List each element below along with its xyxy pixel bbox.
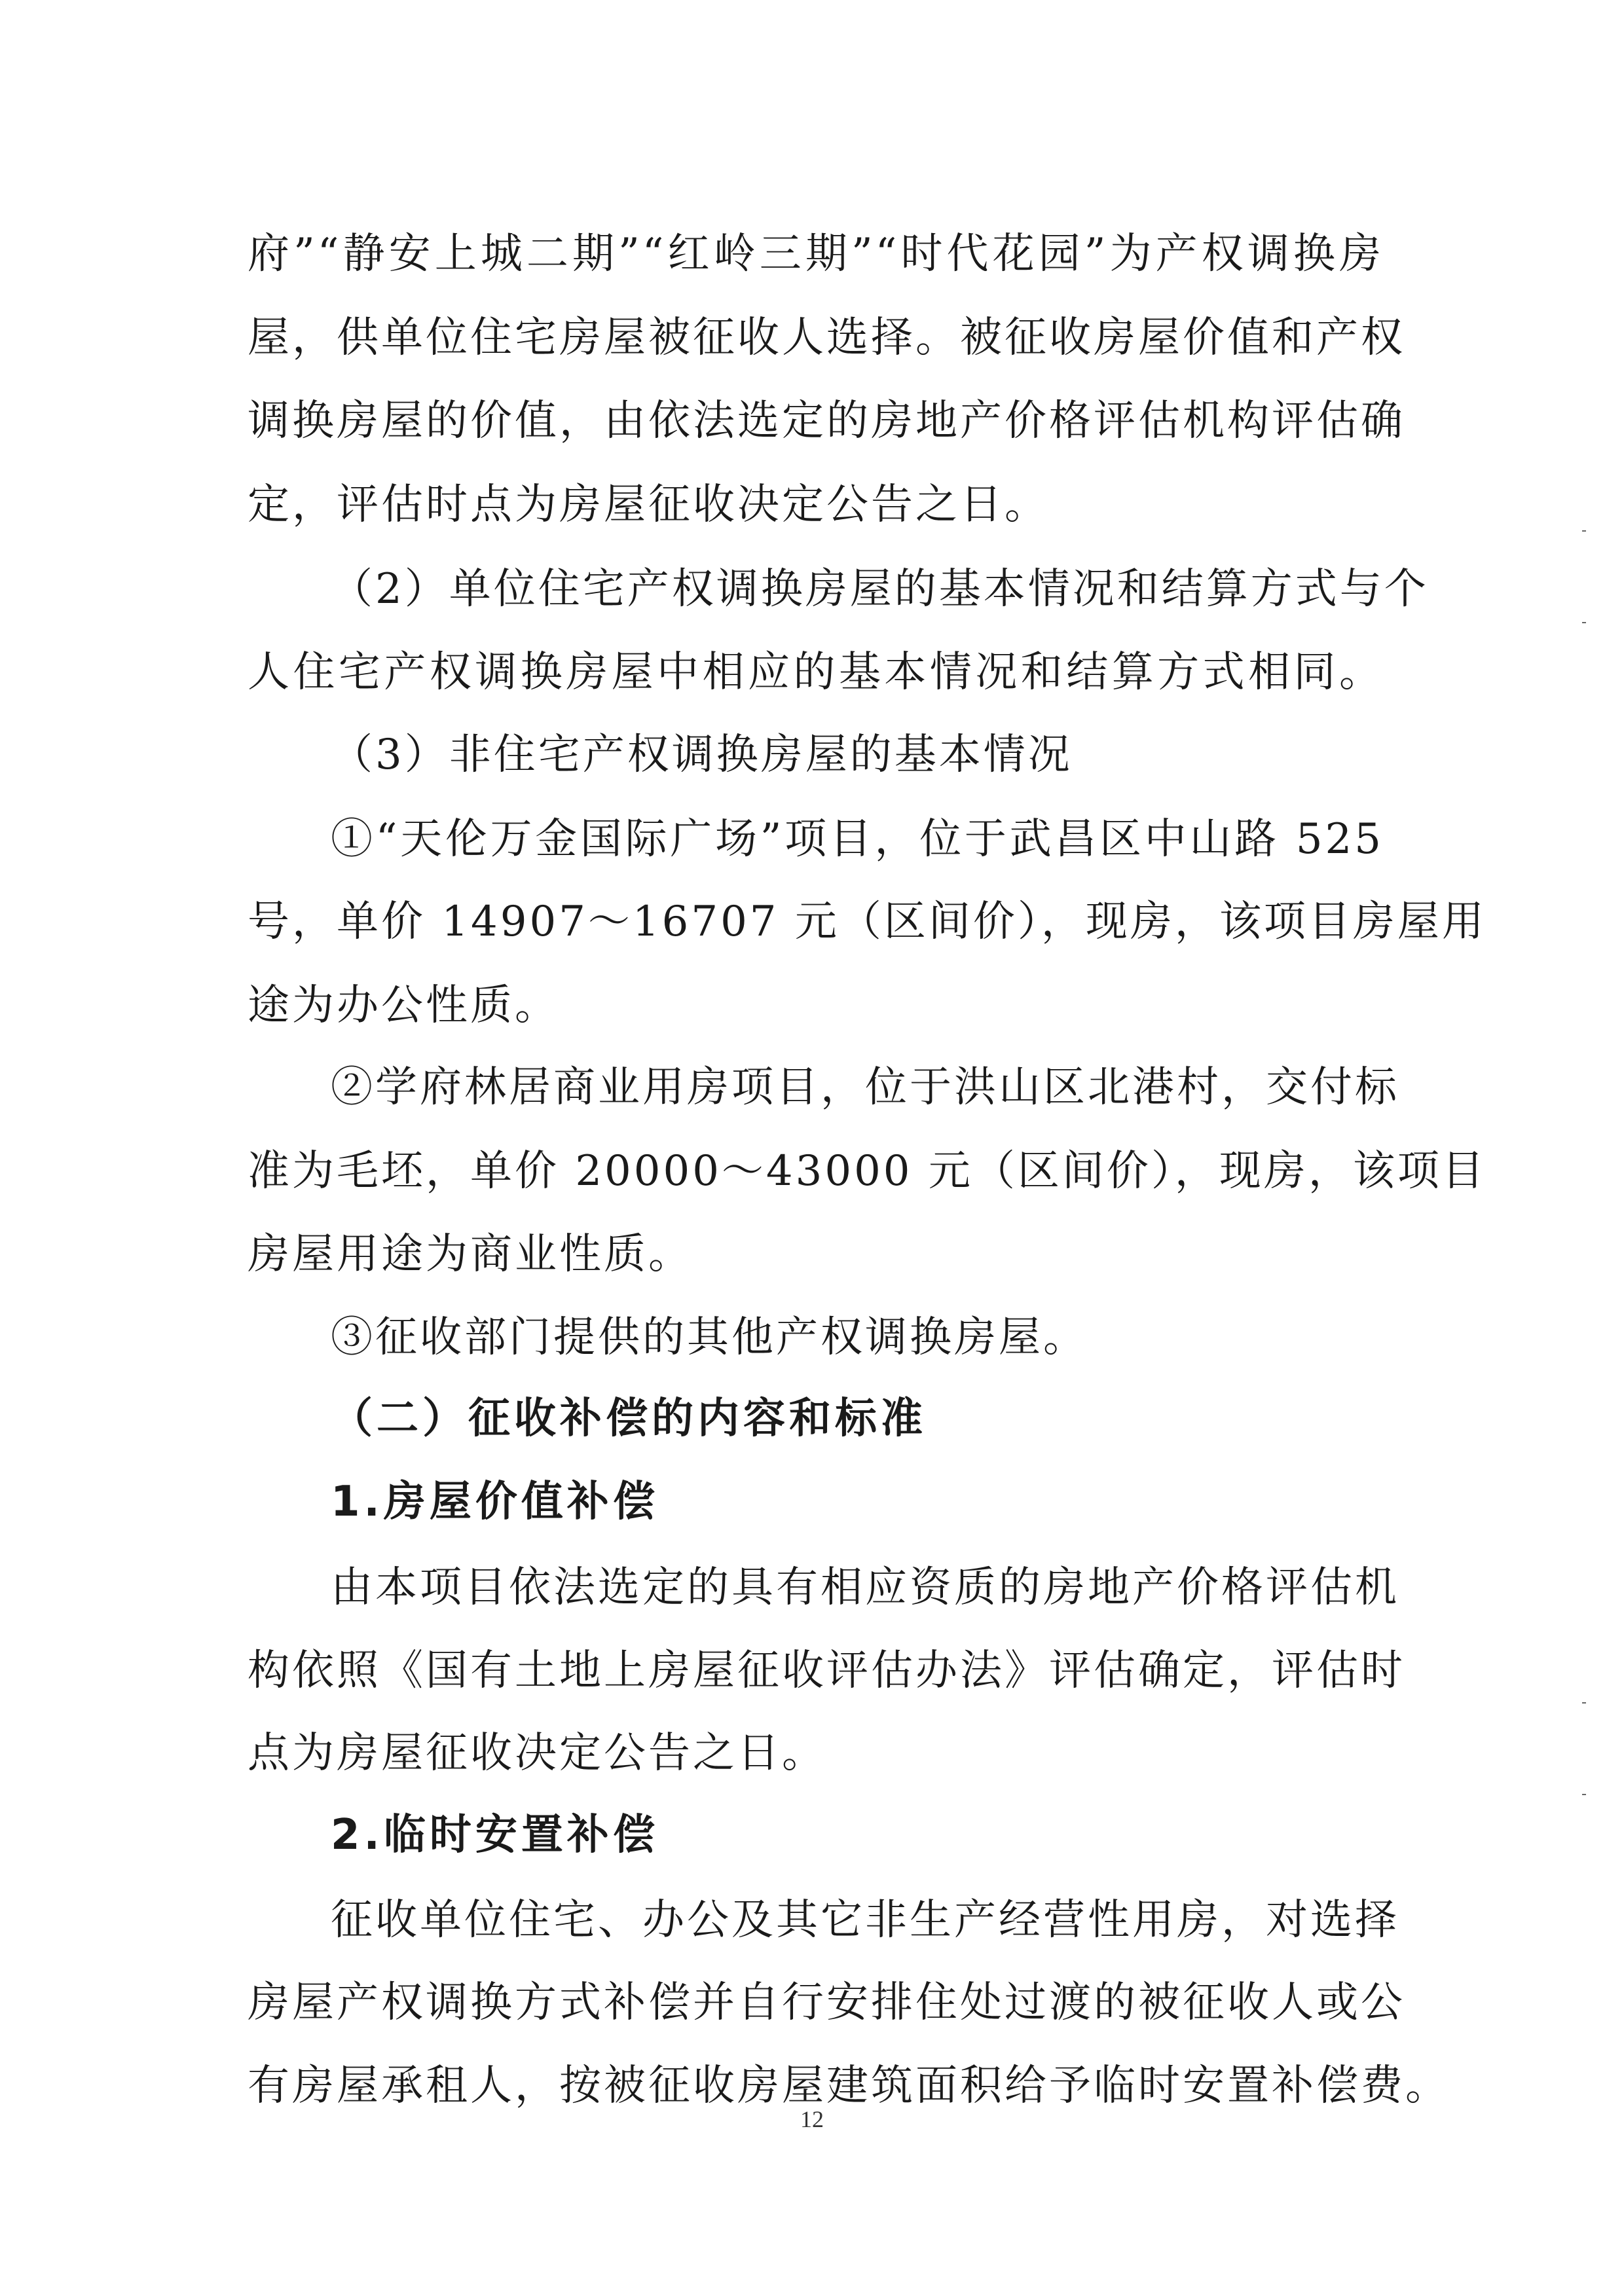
paragraph-item-3: （3）非住宅产权调换房屋的基本情况 xyxy=(331,731,1073,779)
list-item-1: ①“天伦万金国际广场”项目，位于武昌区中山路 525 xyxy=(331,815,1384,864)
body-text-line: 调换房屋的价值，由依法选定的房地产价格评估机构评估确 xyxy=(248,397,1405,445)
scan-mark xyxy=(1582,622,1586,623)
body-text-line: 构依照《国有土地上房屋征收评估办法》评估确定，评估时 xyxy=(248,1647,1405,1695)
body-text-line: 屋，供单位住宅房屋被征收人选择。被征收房屋价值和产权 xyxy=(248,314,1405,362)
body-text-line: 途为办公性质。 xyxy=(248,981,559,1030)
body-text-line: 定，评估时点为房屋征收决定公告之日。 xyxy=(248,481,1049,529)
body-text-line: 府”“静安上城二期”“红岭三期”“时代花园”为产权调换房 xyxy=(248,230,1384,278)
body-text-line: 点为房屋征收决定公告之日。 xyxy=(248,1729,826,1777)
subsection-heading: 1.房屋价值补偿 xyxy=(331,1478,659,1526)
body-text-line: 准为毛坯，单价 20000～43000 元（区间价），现房，该项目 xyxy=(248,1147,1486,1195)
subsection-heading: 2.临时安置补偿 xyxy=(331,1811,659,1859)
list-item-3: ③征收部门提供的其他产权调换房屋。 xyxy=(331,1313,1088,1362)
body-text-line: 人住宅产权调换房屋中相应的基本情况和结算方式相同。 xyxy=(248,648,1384,697)
paragraph-item-2: （2）单位住宅产权调换房屋的基本情况和结算方式与个 xyxy=(331,565,1429,613)
body-text-line: 有房屋承租人，按被征收房屋建筑面积给予临时安置补偿费。 xyxy=(248,2062,1450,2110)
scan-mark xyxy=(1582,1794,1586,1795)
scan-mark xyxy=(1582,530,1586,532)
body-text-line: 房屋产权调换方式补偿并自行安排住处过渡的被征收人或公 xyxy=(248,1978,1405,2027)
list-item-2: ②学府林居商业用房项目，位于洪山区北港村，交付标 xyxy=(331,1063,1399,1112)
section-heading: （二）征收补偿的内容和标准 xyxy=(331,1394,927,1443)
body-text-line: 由本项目依法选定的具有相应资质的房地产价格评估机 xyxy=(331,1563,1399,1612)
body-text-line: 征收单位住宅、办公及其它非生产经营性用房，对选择 xyxy=(331,1896,1399,1944)
page-number: 12 xyxy=(800,2106,824,2132)
scan-mark xyxy=(1582,1702,1586,1704)
body-text-line: 房屋用途为商业性质。 xyxy=(248,1230,693,1279)
body-text-line: 号，单价 14907～16707 元（区间价），现房，该项目房屋用 xyxy=(248,898,1486,946)
